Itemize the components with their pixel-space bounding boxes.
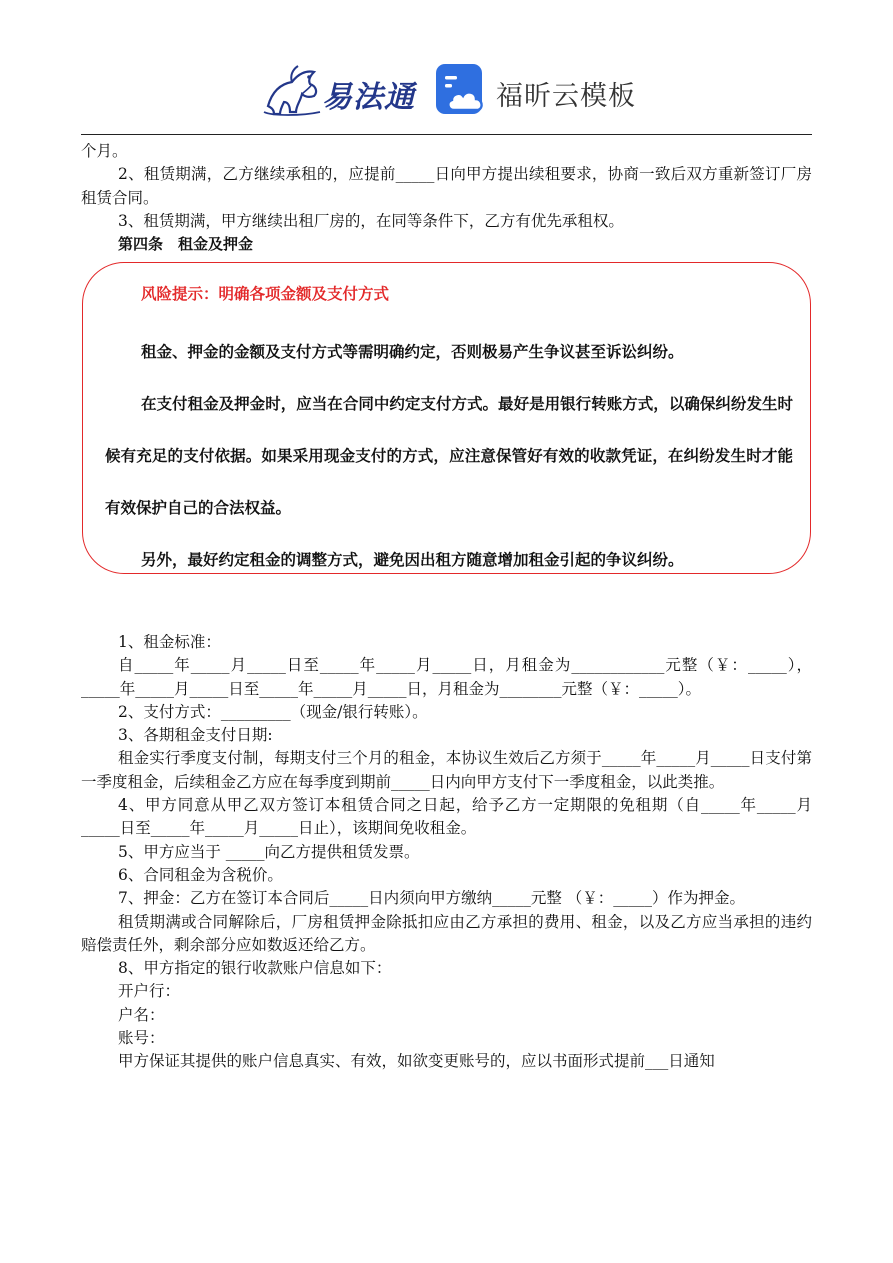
contract-text-upper (81, 140, 812, 256)
fuxin-logo (436, 64, 636, 118)
risk-notice-paragraph: 在支付租金及押金时，应当在合同中约定支付方式。最好是用银行转账方式，以确保纠纷发生时候有充足的支付依据。如果采用现金支付的方式，应注意保管好有效的收款凭证，在纠纷发生时才能有效保护自己的合法权益。 (105, 395, 793, 517)
risk-notice-title: 风险提示：明确各项金额及支付方式 (141, 285, 390, 303)
yifatong-logo (262, 62, 422, 118)
clause-rent-periods: 自_____年_____月_____日至_____年_____月_____日，月租金为____________元整（￥：_____），_____年_____月_____日至_____年_____月_____日，月租金为________元整（￥：_____）。 (81, 656, 812, 698)
risk-notice-paragraph: 另外，最好约定租金的调整方式，避免因出租方随意增加租金引起的争议纠纷。 (141, 551, 684, 569)
yifatong-logo-name: 易法通 (322, 80, 415, 115)
clause-tax-included: 6、合同租金为含税价。 (118, 865, 283, 884)
clause-bank-account: 8、甲方指定的银行收款账户信息如下： (118, 959, 392, 978)
clause-rent-free-period: 4、甲方同意从甲乙双方签订本租赁合同之日起，给予乙方一定期限的免租期（自_____年_____月_____日至_____年_____月_____日止），该期间免收租金。 (81, 796, 812, 838)
header-divider (81, 134, 812, 135)
paragraph-renewal: 2、租赁期满，乙方继续承租的，应提前_____日向甲方提出续租要求，协商一致后双方重新签订厂房租赁合同。 (81, 165, 812, 207)
contract-text-lower (81, 631, 812, 1074)
risk-notice-box (82, 262, 811, 574)
fuxin-logo-name: 福昕云模板 (496, 81, 636, 112)
clause-rent-standard: 1、租金标准： (118, 633, 221, 651)
account-number-field: 账号： (118, 1029, 165, 1048)
clause-invoice: 5、甲方应当于 _____向乙方提供租赁发票。 (118, 842, 420, 861)
section-title: 第四条 租金及押金 (118, 235, 254, 254)
risk-notice-paragraph: 租金、押金的金额及支付方式等需明确约定，否则极易产生争议甚至诉讼纠纷。 (141, 343, 684, 361)
clause-payment-method: 2、支付方式：_________（现金/银行转账）。 (118, 702, 428, 721)
clause-deposit: 7、押金：乙方在签订本合同后_____日内须向甲方缴纳_____元整 （￥：_____）作为押金。 (118, 889, 746, 908)
clause-account-guarantee: 甲方保证其提供的账户信息真实、有效，如欲变更账号的，应以书面形式提前___日通知 (118, 1052, 715, 1071)
risk-notice-body (105, 326, 793, 586)
bank-name-field: 开户行： (118, 982, 181, 1001)
qilin-icon (262, 62, 324, 118)
clause-quarterly-payment: 租金实行季度支付制，每期支付三个月的租金，本协议生效后乙方须于_____年_____月_____日支付第一季度租金，后续租金乙方应在每季度到期前_____日内向甲方支付下一季度租金，以此类推。 (81, 749, 812, 791)
page-header (0, 0, 893, 135)
paragraph-month-end: 个月。 (81, 142, 128, 160)
clause-deposit-refund: 租赁期满或合同解除后，厂房租赁押金除抵扣应由乙方承担的费用、租金，以及乙方应当承担的违约赔偿责任外，剩余部分应如数返还给乙方。 (81, 912, 812, 954)
cloud-document-icon (436, 64, 488, 116)
paragraph-priority-lease: 3、租赁期满，甲方继续出租厂房的，在同等条件下，乙方有优先承租权。 (118, 211, 624, 230)
account-holder-field: 户名： (118, 1005, 165, 1024)
clause-payment-dates: 3、各期租金支付日期: (118, 726, 273, 745)
